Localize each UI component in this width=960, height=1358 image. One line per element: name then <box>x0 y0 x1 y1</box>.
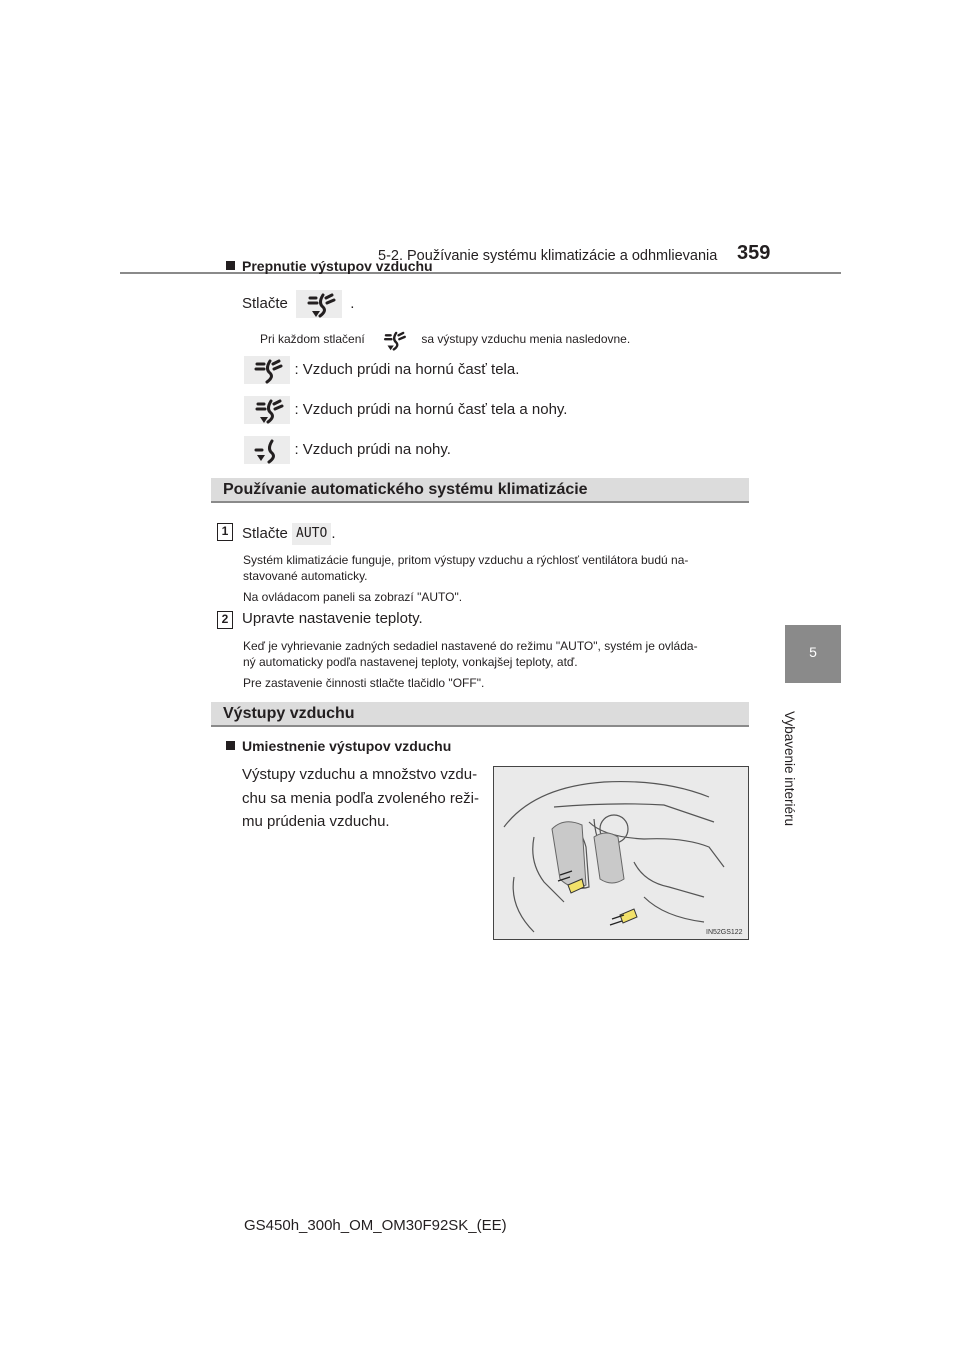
step-number: 2 <box>217 611 233 629</box>
upper-body-airflow-icon <box>244 356 290 384</box>
note-suffix: sa výstupy vzduchu menia nasledovne. <box>421 332 631 347</box>
square-bullet-icon <box>226 261 235 270</box>
step-2-note-line: ný automaticky podľa nastavenej teploty, vonkajšej teploty, atď. <box>243 655 578 669</box>
car-interior-drawing <box>494 767 748 939</box>
step-1-note-line: stavované automaticky. <box>243 569 368 583</box>
mode-item <box>244 396 567 424</box>
mode-item <box>244 356 519 384</box>
image-code: IN52GS122 <box>706 929 743 936</box>
step-2-note-line: Keď je vyhrievanie zadných sedadiel nastavené do režimu "AUTO", systém je ovláda- <box>243 639 698 653</box>
step-2-text: Upravte nastavenie teploty. <box>242 610 423 627</box>
outlets-para-line: Výstupy vzduchu a množstvo vzdu- <box>242 766 478 783</box>
step-1-text <box>242 523 336 545</box>
upper-body-feet-airflow-icon <box>374 329 412 351</box>
press-suffix: . <box>350 294 355 312</box>
feet-airflow-icon <box>244 436 290 464</box>
press-prefix: Stlačte <box>242 294 288 312</box>
outlets-location-heading <box>226 738 451 754</box>
outlets-para-line: mu prúdenia vzduchu. <box>242 813 390 830</box>
step-2-note-line: Pre zastavenie činnosti stlačte tlačidlo "OFF". <box>243 676 485 690</box>
section-title: 5-2. Používanie systému klimatizácie a odhmlievania <box>378 248 718 264</box>
outlets-para-line: chu sa menia podľa zvoleného reži- <box>242 790 480 807</box>
press-note <box>260 329 630 351</box>
upper-body-feet-airflow-icon <box>296 290 342 318</box>
square-bullet-icon <box>226 741 235 750</box>
mode-item <box>244 436 451 464</box>
mode-text: : Vzduch prúdi na hornú časť tela a nohy. <box>294 401 568 419</box>
auto-button-icon: AUTO <box>292 523 331 545</box>
press-instruction <box>242 290 354 318</box>
step-1-note-line: Na ovládacom paneli sa zobrazí "AUTO". <box>243 590 463 604</box>
switch-outlets-heading-text: Prepnutie výstupov vzduchu <box>242 258 433 274</box>
step-number: 1 <box>217 523 233 541</box>
chapter-title-vertical <box>777 711 799 861</box>
switch-outlets-heading <box>226 258 433 274</box>
outlets-section-bar <box>211 702 749 727</box>
upper-body-feet-airflow-icon <box>244 396 290 424</box>
note-prefix: Pri každom stlačení <box>260 332 365 347</box>
mode-text: : Vzduch prúdi na nohy. <box>294 441 451 459</box>
outlets-section-title: Výstupy vzduchu <box>223 705 355 722</box>
page-number: 359 <box>737 242 771 264</box>
footer-model-code: GS450h_300h_OM_OM30F92SK_(EE) <box>244 1217 507 1234</box>
car-interior-illustration <box>493 766 749 940</box>
mode-text: : Vzduch prúdi na hornú časť tela. <box>294 361 520 379</box>
chapter-tab: 5 <box>785 625 841 683</box>
outlets-location-heading-text: Umiestnenie výstupov vzduchu <box>242 738 452 754</box>
chapter-title: Vybavenie interiéru <box>782 711 797 827</box>
step-1-suffix: . <box>331 524 336 542</box>
step-1-note-line: Systém klimatizácie funguje, pritom výstupy vzduchu a rýchlosť ventilátora budú na- <box>243 553 689 567</box>
auto-section-title: Používanie automatického systému klimatizácie <box>223 481 588 498</box>
auto-section-bar <box>211 478 749 503</box>
step-1-prefix: Stlačte <box>242 524 288 542</box>
